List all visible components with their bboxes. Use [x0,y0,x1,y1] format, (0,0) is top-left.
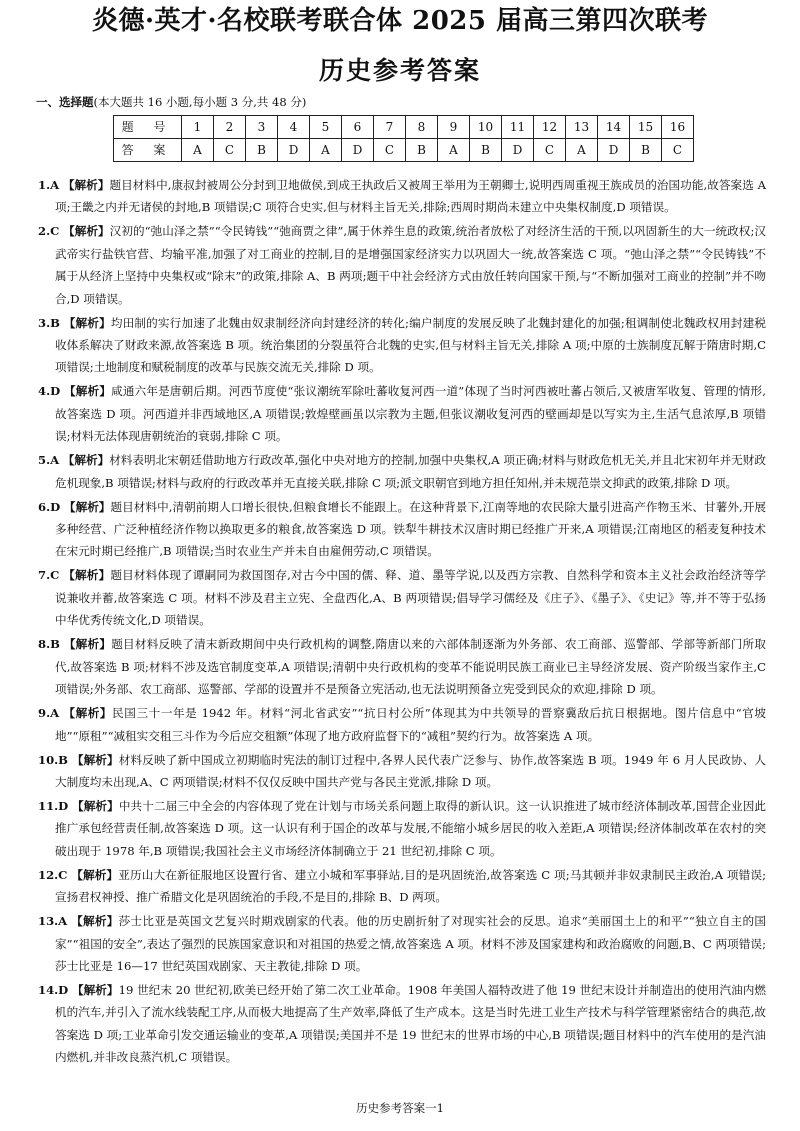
answer-cell: B [470,139,502,162]
answer-cell: A [310,139,342,162]
answer-cell: D [502,139,534,162]
answer-table-answer-row [114,139,694,162]
explanation-item [38,864,766,909]
question-number-cell: 8 [406,116,438,139]
answer-cell: C [662,139,694,162]
item-number: 2.C [38,224,60,239]
item-text: 题目材料中,康叔封被周公分封到卫地做侯,到成王执政后又被周王举用为王朝卿士,说明西周重视王族成员的治国功能,故答案选 A 项;王畿之内并无诸侯的封地,B 项错误;C 项符合史实,但与材料主旨无关,排除;西周时期尚未建立中央集权制度,D 项错误。 [55,178,766,215]
section-note: (本大题共 16 小题,每小题 3 分,共 48 分) [93,95,307,109]
item-number: 11.D [38,798,69,813]
item-number: 14.D [38,982,69,997]
analysis-tag: 【解析】 [71,867,119,882]
question-number-cell: 7 [374,116,406,139]
answer-cell: B [406,139,438,162]
analysis-tag: 【解析】 [71,982,119,997]
item-number: 10.B [38,752,68,767]
item-number: 12.C [38,867,68,882]
question-number-cell: 3 [246,116,278,139]
question-number-cell: 5 [310,116,342,139]
analysis-tag: 【解析】 [63,315,111,330]
item-text: 材料表明北宋朝廷借助地方行政改革,强化中央对地方的控制,加强中央集权,A 项正确;材料与财政危机无关,并且北宋初年并无财政危机现象,B 项错误;材料与政府的行政改革并无直接关联,排除 C 项;派文职朝官到地方担任知州,并未规范崇文抑武的政策,排除 D 项。 [55,453,766,490]
analysis-tag: 【解析】 [64,384,112,399]
row-label-question-number: 题 号 [114,116,182,139]
explanation-item [38,749,766,794]
item-text: 民国三十一年是 1942 年。材料“河北省武安”“抗日村公所”体现其为中共领导的晋察冀敌后抗日根据地。图片信息中“官坡地”“原租”“减租实交租三斗作为今后应交租额”体现了地方政府监督下的“减租”契约行为。故答案选 A 项。 [55,706,767,743]
analysis-tag: 【解析】 [63,568,111,583]
item-text: 均田制的实行加速了北魏由奴隶制经济向封建经济的转化;编户制度的发展反映了北魏封建化的加强;租调制使北魏政权用封建税收体系解决了财政来源,故答案选 B 项。统治集团的分裂虽符合北魏的史实,但与材料主旨无关,排除 A 项;中原的士族制度瓦解于隋唐时期,C 项错误;土地制度和赋税制度的改革与民族交流无关,排除 D 项。 [55,315,766,375]
row-label-answer: 答 案 [114,139,182,162]
analysis-tag: 【解析】 [63,637,112,652]
item-number: 7.C [38,568,60,583]
explanation-item [38,449,766,494]
question-number-cell: 14 [598,116,630,139]
analysis-tag: 【解析】 [63,224,110,239]
answer-cell: C [214,139,246,162]
item-number: 5.A [38,453,60,468]
question-number-cell: 15 [630,116,662,139]
answer-cell: A [182,139,214,162]
answer-cell: D [598,139,630,162]
answer-cell: C [374,139,406,162]
question-number-cell: 12 [534,116,566,139]
page-footer: 历史参考答案一1 [356,1101,444,1115]
answer-table [113,115,694,162]
explanation-item [38,220,766,310]
answer-cell: D [278,139,310,162]
answer-cell: B [246,139,278,162]
item-text: 题目材料中,清朝前期人口增长很快,但粮食增长不能跟上。在这种背景下,江南等地的农民除大量引进高产作物玉米、甘薯外,开展多种经营、广泛种植经济作物以换取更多的粮食,故答案选 D 项。铁犁牛耕技术汉唐时期已经推广开来,A 项错误;江南地区的稻麦复种技术在宋元时期已经推广,B 项错误;当时农业生产并未自由雇佣劳动,C 项错误。 [55,499,766,559]
answer-cell: A [566,139,598,162]
document-subtitle: 历史参考答案 [318,56,481,85]
section-label: 一、选择题 [36,95,94,109]
item-text: 中共十二届三中全会的内容体现了党在计划与市场关系问题上取得的新认识。这一认识推进了城市经济体制改革,国营企业因此推广承包经营责任制,故答案选 D 项。这一认识有利于国企的改革与发展,不能缩小城乡居民的收入差距,A 项错误;经济体制改革在农村的突破出现于 1978 年,B 项错误;我国社会主义市场经济体制确立于 21 世纪初,排除 C 项。 [55,798,766,858]
item-number: 9.A [38,706,60,721]
question-number-cell: 2 [214,116,246,139]
analysis-tag: 【解析】 [72,798,119,813]
analysis-tag: 【解析】 [71,752,119,767]
explanation-list [38,174,766,1070]
item-text: 19 世纪末 20 世纪初,欧美已经开始了第二次工业革命。1908 年美国人福特改进了他 19 世纪末设计并制造出的使用汽油内燃机的汽车,并引入了流水线装配工序,从而极大地提高了生产效率,降低了生产成本。这是当时先进工业生产技术与科学管理紧密结合的典范,故答案选 D 项;工业革命引发交通运输业的变革,A 项错误;美国并不是 19 世纪末的世界市场的中心,B 项错误;题目材料中的汽车使用的是汽油内燃机,并非改良蒸汽机,C 项错误。 [55,982,766,1065]
question-number-cell: 11 [502,116,534,139]
question-number-cell: 10 [470,116,502,139]
question-number-cell: 6 [342,116,374,139]
analysis-tag: 【解析】 [62,453,110,468]
explanation-item [38,979,766,1069]
item-text: 题目材料体现了谭嗣同为救国图存,对古今中国的儒、释、道、墨等学说,以及西方宗教、自然科学和资本主义社会政治经济等学说兼收并蓄,故答案选 C 项。材料不涉及君主立宪、全盘西化,A、B 两项错误;倡导学习儒经及《庄子》、《墨子》、《史记》等,并不等于弘扬中华优秀传统文化,D 项错误。 [55,568,766,628]
question-number-cell: 4 [278,116,310,139]
section-heading [36,94,306,110]
analysis-tag: 【解析】 [63,706,113,721]
answer-cell: C [534,139,566,162]
analysis-tag: 【解析】 [71,914,119,929]
item-number: 4.D [38,384,61,399]
exam-title: 炎德·英才·名校联考联合体 2025 届高三第四次联考 [91,6,709,36]
explanation-item [38,702,766,747]
item-text: 咸通六年是唐朝后期。河西节度使“张议潮统军除吐蕃收复河西一道”体现了当时河西被吐蕃占领后,又被唐军收复、管理的情形,故答案选 D 项。河西道并非西域地区,A 项错误;敦煌壁画虽以宗教为主题,但张议潮收复河西的壁画却是以写实为主,生活气息浓厚,B 项错误;材料无法体现唐朝统治的衰弱,排除 C 项。 [55,384,766,444]
question-number-cell: 1 [182,116,214,139]
item-number: 3.B [38,315,60,330]
answer-cell: B [630,139,662,162]
explanation-item [38,795,766,862]
explanation-item [38,174,766,219]
explanation-item [38,380,766,447]
item-number: 1.A [38,178,60,192]
explanation-item [38,564,766,631]
item-number: 8.B [38,637,60,652]
answer-cell: A [438,139,470,162]
item-number: 13.A [38,914,68,929]
item-text: 材料反映了新中国成立初期临时宪法的制订过程中,各界人民代表广泛参与、协作,故答案选 B 项。1949 年 6 月人民政协、人大制度均未出现,A、C 两项错误;材料不仅仅反映中国共产党与各民主党派,排除 D 项。 [55,752,766,789]
item-text: 亚历山大在新征服地区设置行省、建立小城和军事驿站,目的是巩固统治,故答案选 C 项;马其顿并非奴隶制民主政治,A 项错误;宣扬君权神授、推广希腊文化是巩固统治的手段,不是目的,排除 B、D 两项。 [55,867,767,905]
question-number-cell: 13 [566,116,598,139]
item-text: 题目材料反映了清末新政期间中央行政机构的调整,隋唐以来的六部体制逐渐为外务部、农工商部、巡警部、学部等新部门所取代,故答案选 B 项;材料不涉及选官制度变革,A 项错误;清朝中央行政机构的变革不能说明民族工商业已主导经济发展、资产阶级当家作主,C 项错误;外务部、农工商部、巡警部、学部的设置并不是预备立宪活动,也无法说明预备立宪受到民众的欢迎,排除 D 项。 [55,637,766,697]
item-text: 汉初的“弛山泽之禁”“令民铸钱”“弛商贾之律”,属于休养生息的政策,统治者放松了对经济生活的干预,以巩固新生的大一统政权;汉武帝实行盐铁官营、均输平准,加强了对工商业的控制,目的是增强国家经济实力以巩固大一统,故答案选 C 项。“弛山泽之禁”“令民铸钱”不属于从经济上坚持中央集权或“除末”的政策,排除 A、B 两项;题干中社会经济方式由放任转向国家干预,与“不断加强对工商业的控制”并不吻合,D 项错误。 [55,224,766,306]
explanation-item [38,910,766,977]
question-number-cell: 16 [662,116,694,139]
question-number-cell: 9 [438,116,470,139]
explanation-item [38,496,766,563]
explanation-item [38,312,766,379]
analysis-tag: 【解析】 [62,178,110,192]
item-number: 6.D [38,499,61,514]
analysis-tag: 【解析】 [63,499,111,514]
answer-cell: D [342,139,374,162]
explanation-item [38,633,766,700]
answer-table-number-row [114,116,694,139]
item-text: 莎士比亚是英国文艺复兴时期戏剧家的代表。他的历史剧折射了对现实社会的反思。追求“美丽国土上的和平”“独立自主的国家”“祖国的安全”,表达了强烈的民族国家意识和对祖国的热爱之情,故答案选 A 项。材料不涉及国家建构和政治腐败的问题,B、C 两项错误;莎士比亚是 16—17 世纪英国戏剧家、天主教徒,排除 D 项。 [55,914,766,973]
